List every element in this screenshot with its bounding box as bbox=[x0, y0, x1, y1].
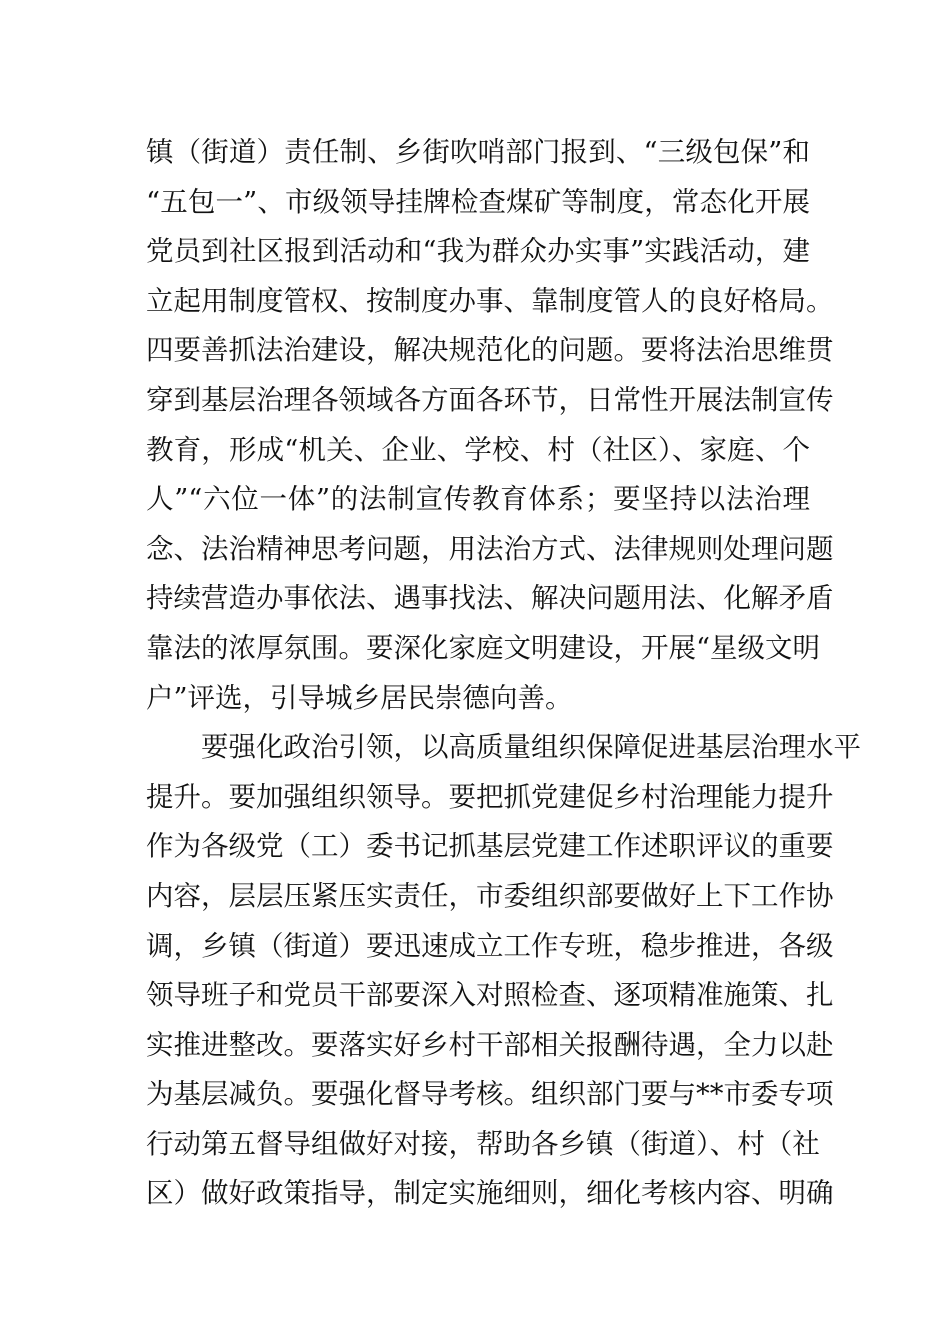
text-line: 为基层减负。要强化督导考核。组织部门要与**市委专项 bbox=[146, 1078, 834, 1111]
text-line: 内容，层层压紧压实责任，市委组织部要做好上下工作协 bbox=[146, 879, 834, 912]
text-line: 持续营造办事依法、遇事找法、解决问题用法、化解矛盾 bbox=[146, 582, 834, 615]
document-body bbox=[146, 128, 861, 1219]
text-line: 作为各级党（工）委书记抓基层党建工作述职评议的重要 bbox=[146, 830, 834, 863]
text-line: 提升。要加强组织领导。要把抓党建促乡村治理能力提升 bbox=[146, 780, 834, 813]
text-line: 教育，形成“机关、企业、学校、村（社区）、家庭、个 bbox=[146, 433, 810, 466]
text-line: 调，乡镇（街道）要迅速成立工作专班，稳步推进，各级 bbox=[146, 929, 834, 962]
text-line: 穿到基层治理各领域各方面各环节，日常性开展法制宣传 bbox=[146, 383, 834, 416]
text-line: 镇（街道）责任制、乡街吹哨部门报到、“三级包保”和 bbox=[146, 136, 810, 168]
paragraph-first-line: 要强化政治引领，以高质量组织保障促进基层治理水平 bbox=[201, 731, 861, 764]
text-line: 区）做好政策指导，制定实施细则，细化考核内容、明确 bbox=[146, 1177, 834, 1210]
text-line: 户”评选，引导城乡居民崇德向善。 bbox=[146, 681, 573, 714]
text-line: 实推进整改。要落实好乡村干部相关报酬待遇，全力以赴 bbox=[146, 1028, 834, 1061]
text-line: “五包一”、市级领导挂牌检查煤矿等制度，常态化开展 bbox=[146, 185, 810, 218]
text-line: 立起用制度管权、按制度办事、靠制度管人的良好格局。 bbox=[146, 284, 834, 317]
text-line: 行动第五督导组做好对接，帮助各乡镇（街道）、村（社 bbox=[146, 1127, 820, 1160]
text-line: 念、法治精神思考问题，用法治方式、法律规则处理问题 bbox=[146, 532, 834, 565]
text-line: 靠法的浓厚氛围。要深化家庭文明建设，开展“星级文明 bbox=[146, 631, 821, 664]
text-line: 四要善抓法治建设，解决规范化的问题。要将法治思维贯 bbox=[146, 334, 834, 367]
text-line: 人”“六位一体”的法制宣传教育体系；要坚持以法治理 bbox=[146, 483, 810, 516]
text-line: 党员到社区报到活动和“我为群众办实事”实践活动，建 bbox=[146, 235, 810, 268]
text-line: 领导班子和党员干部要深入对照检查、逐项精准施策、扎 bbox=[146, 979, 834, 1012]
